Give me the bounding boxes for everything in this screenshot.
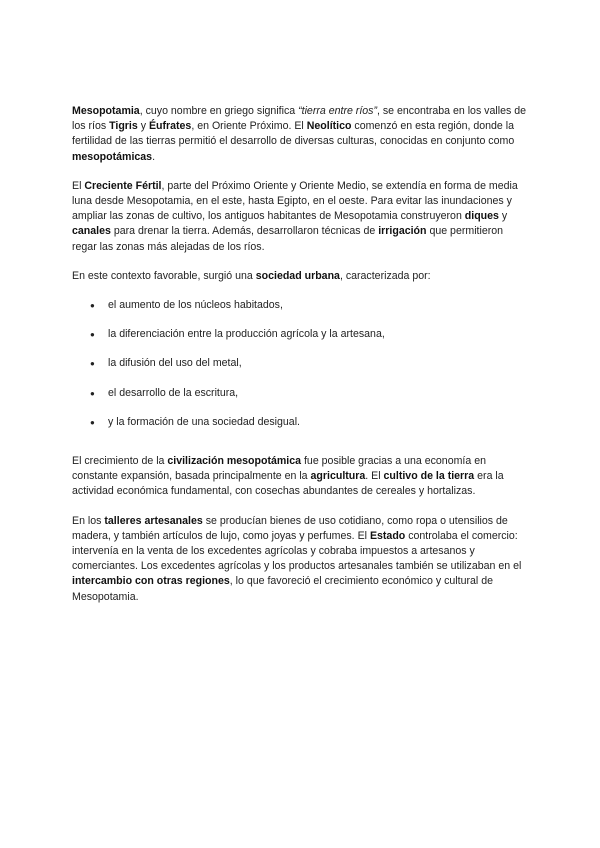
list-item: ● el desarrollo de la escritura, [72, 386, 530, 401]
term-creciente-fertil: Creciente Fértil [84, 179, 162, 192]
term-civilizacion-mesopotamica: civilización mesopotámica [167, 455, 302, 468]
term-intercambio: intercambio con otras regiones [72, 575, 230, 588]
term-eufrates: Éufrates [148, 120, 192, 133]
paragraph-economia: El crecimiento de la civilización mesopotámica fue posible gracias a una economía en constante expansión, basada principalmente en la agricultura. El cultivo de la tierra era la actividad económica fundamental, con cosechas abundantes de cereales y hortalizas. [72, 455, 504, 498]
term-agricultura: agricultura [310, 470, 366, 483]
list-item: ● la difusión del uso del metal, [72, 356, 530, 371]
term-neolitico: Neolítico [306, 120, 352, 133]
term-diques: diques [464, 210, 499, 223]
term-talleres-artesanales: talleres artesanales [104, 514, 203, 527]
bullet-icon: ● [90, 301, 95, 311]
term-estado: Estado [369, 529, 406, 542]
bullet-icon: ● [90, 417, 95, 427]
bullet-icon: ● [90, 388, 95, 398]
bullet-icon: ● [90, 330, 95, 340]
term-canales: canales [72, 225, 111, 238]
term-mesopotamia: Mesopotamia [72, 105, 140, 117]
paragraph-talleres: En los talleres artesanales se producían bienes de uso cotidiano, como ropa o utensilios de madera, y también artículos de lujo, como joyas y perfumes. El Estado controlaba el comercio: intervenía en la venta de los excedentes agrícolas y cobraba impuestos a artesanos y comerciantes. Los excedentes agrícolas y los productos artesanales también se utilizaban en el intercambio con otras regiones, lo que favoreció el crecimiento económico y cultural de Mesopotamia. [72, 514, 522, 603]
paragraph-intro: Mesopotamia, cuyo nombre en griego significa “tierra entre ríos”, se encontraba en los valles de los ríos Tigris y Éufrates, en Oriente Próximo. El Neolítico comenzó en esta región, donde la fertilidad de las tierras permitió el desarrollo de diversas culturas, conocidas en conjunto como mesopotámicas. [72, 105, 526, 163]
term-irrigacion: irrigación [378, 225, 427, 238]
list-item: ● y la formación de una sociedad desigual. [72, 415, 530, 430]
list-item: ● la diferenciación entre la producción agrícola y la artesana, [72, 327, 530, 342]
term-mesopotamicas: mesopotámicas [72, 150, 153, 163]
term-sociedad-urbana: sociedad urbana [255, 269, 340, 282]
paragraph-sociedad-urbana: En este contexto favorable, surgió una sociedad urbana, caracterizada por: [72, 269, 431, 282]
bullet-icon: ● [90, 359, 95, 369]
paragraph-creciente-fertil: El Creciente Fértil, parte del Próximo Oriente y Oriente Medio, se extendía en forma de media luna desde Mesopotamia, en el este, hasta Egipto, en el oeste. Para evitar las inundaciones y ampliar las zonas de cultivo, los antiguos habitantes de Mesopotamia construyeron diques y canales para drenar la tierra. Además, desarrollaron técnicas de irrigación que permitieron regar las zonas más alejadas de los ríos. [72, 179, 518, 253]
document-page [72, 104, 530, 619]
term-cultivo-de-la-tierra: cultivo de la tierra [383, 470, 475, 483]
quote-tierra-entre-rios: “tierra entre ríos” [298, 105, 377, 117]
term-tigris: Tigris [109, 120, 138, 133]
characteristics-list [72, 298, 530, 430]
list-item: ● el aumento de los núcleos habitados, [72, 298, 530, 313]
